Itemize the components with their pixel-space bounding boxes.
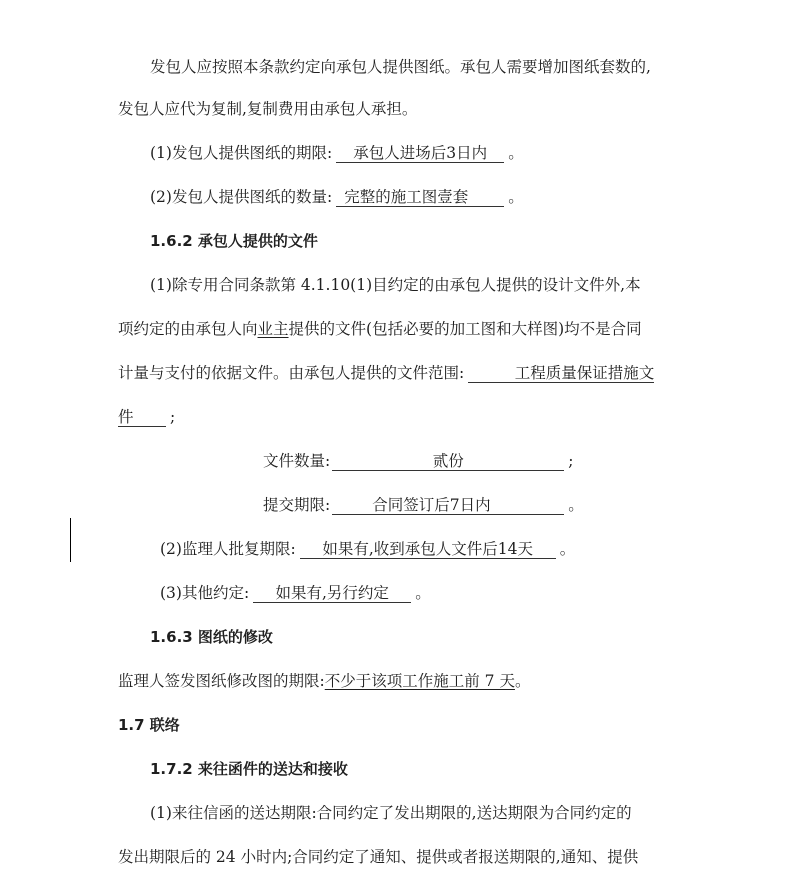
fill-value — [468, 364, 654, 383]
punctuation: ; — [568, 452, 574, 470]
punctuation: 。 — [508, 188, 524, 206]
paragraph-4-line-3 — [118, 363, 654, 383]
label: (2)发包人提供图纸的数量: — [150, 188, 333, 206]
label: 计量与支付的依据文件。由承包人提供的文件范围: — [118, 364, 465, 382]
drawing-provision-period — [150, 143, 524, 163]
supervisor-approval-period — [160, 539, 575, 559]
value-text: 合同签订后7日内 — [372, 496, 491, 514]
text: (1)来往信函的送达期限:合同约定了发出期限的,送达期限为合同约定的 — [150, 804, 632, 822]
punctuation: ; — [170, 408, 176, 426]
punctuation: 。 — [568, 496, 584, 514]
punctuation: 。 — [508, 144, 524, 162]
value-text: 承包人进场后3日内 — [353, 144, 488, 162]
fill-value — [336, 144, 504, 163]
paragraph-1-line-1 — [150, 57, 651, 77]
value-text: 如果有,收到承包人文件后14天 — [322, 540, 534, 558]
fill-value — [253, 584, 411, 603]
text: 提供的文件(包括必要的加工图和大样图)均不是合同 — [288, 320, 642, 338]
text: 发包人应按照本条款约定向承包人提供图纸。承包人需要增加图纸套数的, — [150, 58, 651, 76]
punctuation: 。 — [415, 584, 431, 602]
label: (2)监理人批复期限: — [160, 540, 296, 558]
paragraph-4-line-1 — [150, 275, 641, 295]
paragraph-8-line-2 — [118, 847, 638, 867]
label: (1)发包人提供图纸的期限: — [150, 144, 333, 162]
section-heading-1-6-3 — [150, 627, 273, 647]
fill-value — [300, 540, 556, 559]
label: (3)其他约定: — [160, 584, 250, 602]
drawing-revision-period — [118, 671, 530, 691]
paragraph-4-line-4 — [118, 407, 175, 427]
heading-text: 1.7.2 来往函件的送达和接收 — [150, 760, 348, 778]
heading-text: 1.6.2 承包人提供的文件 — [150, 232, 318, 250]
heading-text: 1.7 联络 — [118, 716, 180, 734]
file-quantity — [263, 451, 573, 471]
drawing-quantity — [150, 187, 524, 207]
value-text: 件 — [118, 408, 134, 426]
label: 提交期限: — [263, 496, 331, 514]
fill-value — [332, 452, 564, 471]
text: (1)除专用合同条款第 4.1.10(1)目约定的由承包人提供的设计文件外,本 — [150, 276, 641, 294]
fill-value — [118, 408, 166, 427]
text: 发出期限后的 24 小时内;合同约定了通知、提供或者报送期限的,通知、提供 — [118, 848, 639, 866]
underlined-text: 业主 — [257, 320, 289, 338]
paragraph-8-line-1 — [150, 803, 632, 823]
value-text: 工程质量保证措施文 — [514, 364, 655, 382]
submission-deadline — [263, 495, 584, 515]
section-heading-1-7 — [118, 715, 180, 735]
value-text: 贰份 — [432, 452, 464, 470]
paragraph-4-line-2 — [118, 319, 642, 339]
text-cursor — [70, 518, 71, 562]
label: 文件数量: — [263, 452, 331, 470]
fill-value — [336, 188, 504, 207]
label: 监理人签发图纸修改图的期限: — [118, 672, 325, 690]
value-text: 完整的施工图壹套 — [344, 188, 469, 206]
underlined-value: 不少于该项工作施工前 7 天 — [324, 672, 515, 690]
heading-text: 1.6.3 图纸的修改 — [150, 628, 273, 646]
section-heading-1-6-2 — [150, 231, 318, 251]
other-agreements — [160, 583, 431, 603]
value-text: 如果有,另行约定 — [275, 584, 389, 602]
punctuation: 。 — [514, 672, 531, 690]
text: 发包人应代为复制,复制费用由承包人承担。 — [118, 100, 418, 118]
section-heading-1-7-2 — [150, 759, 348, 779]
text: 项约定的由承包人向 — [118, 320, 258, 338]
paragraph-1-line-2 — [118, 99, 417, 119]
fill-value — [332, 496, 564, 515]
punctuation: 。 — [559, 540, 576, 558]
